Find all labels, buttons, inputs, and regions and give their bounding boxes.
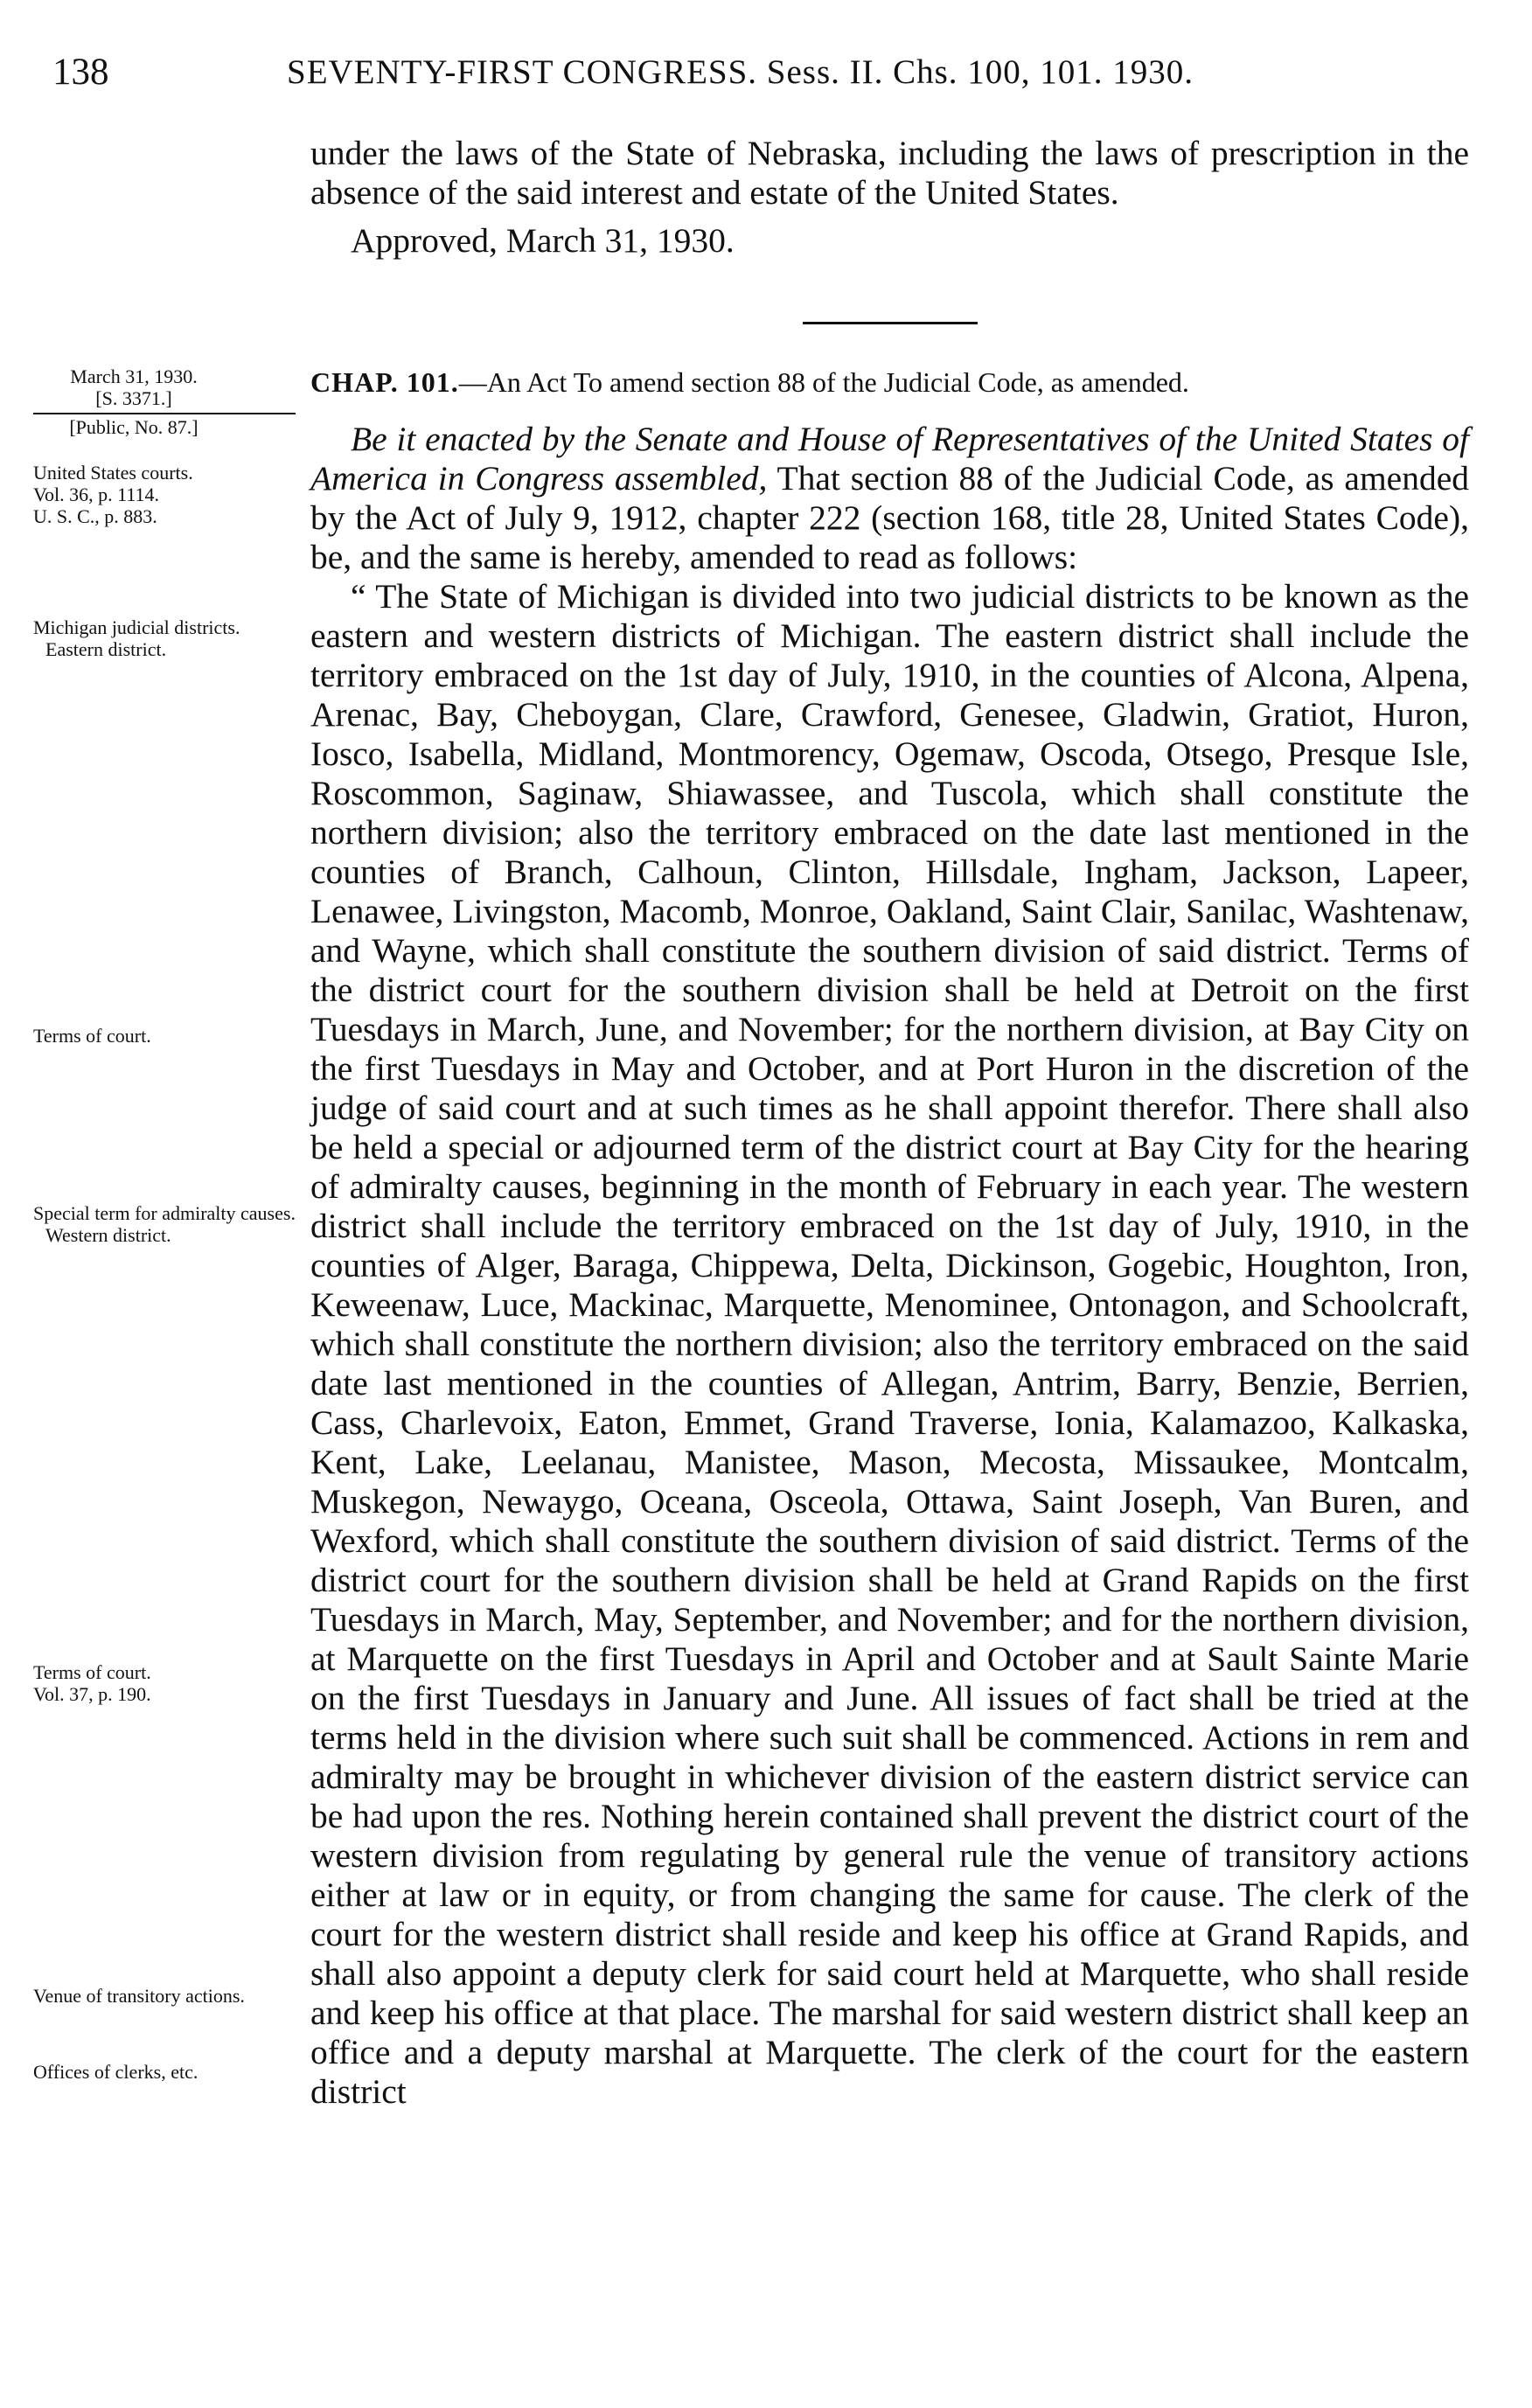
enacting-italic: Be it enacted by the Senate and House of Representatives of the United States of America in Congress assembled,: [310, 420, 1469, 498]
page-number: 138: [52, 52, 109, 93]
page-header: [52, 51, 1469, 103]
main-text: [310, 134, 1469, 2112]
margin-note-date-block: [33, 365, 300, 438]
margin-note-public: [Public, No. 87.]: [69, 416, 198, 438]
margin-note-date: March 31, 1930.: [70, 365, 198, 387]
margin-note-us-courts-block: [33, 462, 300, 527]
section-divider: [803, 322, 978, 324]
margin-note-terms2: Terms of court.: [33, 1661, 151, 1683]
margin-note-vol37: Vol. 37, p. 190.: [33, 1683, 151, 1705]
continuation-paragraph: under the laws of the State of Nebraska, including the laws of prescription in the absence of the said interest and estate of the United States.: [310, 134, 1469, 212]
enacting-clause: [310, 420, 1469, 577]
margin-note-michigan-block: [33, 616, 296, 660]
chapter-heading: [310, 363, 1469, 402]
margin-note-bill: [S. 3371.]: [95, 387, 172, 409]
margin-note-offices: Offices of clerks, etc.: [33, 2061, 198, 2083]
margin-note-michigan: Michigan judicial districts.: [33, 616, 240, 638]
approval-line: Approved, March 31, 1930.: [351, 221, 735, 260]
chapter-title: —An Act To amend section 88 of the Judicial Code, as amended.: [458, 366, 1189, 398]
chapter-label: CHAP. 101.: [310, 366, 459, 398]
running-head: SEVENTY-FIRST CONGRESS. Sess. II. Chs. 100, 101. 1930.: [287, 53, 1194, 91]
margin-note-terms2-block: [33, 1661, 300, 1705]
margin-note-special: Special term for admiralty causes.: [33, 1202, 296, 1224]
margin-note-terms1: Terms of court.: [33, 1025, 151, 1047]
section-text: “ The State of Michigan is divided into two judicial districts to be known as the eastern and western districts of Michigan. The eastern district shall include the territory embraced on the 1st day of July, 1910, in the counties of Alcona, Alpena, Arenac, Bay, Cheboygan, Clare, Crawford, Genesee, Gladwin, Gratiot, Huron, Iosco, Isabella, Midland, Montmorency, Ogemaw, Oscoda, Otsego, Presque Isle, Roscommon, Saginaw, Shiawassee, and Tuscola, which shall constitute the northern division; also the territory embraced on the date last mentioned in the counties of Branch, Calhoun, Clinton, Hillsdale, Ingham, Jackson, Lapeer, Lenawee, Livingston, Macomb, Monroe, Oakland, Saint Clair, Sanilac, Washtenaw, and Wayne, which shall constitute the southern division of said district. Terms of the district court for the southern division shall be held at Detroit on the first Tuesdays in March, June, and November; for the northern division, at Bay City on the first Tuesdays in May and October, and at Port Huron in the discretion of the judge of said court and at such times as he shall appoint therefor. There shall also be held a special or adjourned term of the district court at Bay City for the hearing of admiralty causes, beginning in the month of February in each year. The western district shall include the territory embraced on the 1st day of July, 1910, in the counties of Alger, Baraga, Chippewa, Delta, Dickinson, Gogebic, Houghton, Iron, Keweenaw, Luce, Mackinac, Marquette, Menominee, Ontonagon, and Schoolcraft, which shall constitute the northern division; also the territory embraced on the said date last mentioned in the counties of Allegan, Antrim, Barry, Benzie, Berrien, Cass, Charlevoix, Eaton, Emmet, Grand Traverse, Ionia, Kalamazoo, Kalkaska, Kent, Lake, Leelanau, Manistee, Mason, Mecosta, Missaukee, Montcalm, Muskegon, Newaygo, Oceana, Osceola, Ottawa, Saint Joseph, Van Buren, and Wexford, which shall constitute the southern division of said district. Terms of the district court for the southern division shall be held at Grand Rapids on the first Tuesdays in March, May, September, and November; and for the northern division, at Marquette on the first Tuesdays in April and October and at Sault Sainte Marie on the first Tuesdays in January and June. All issues of fact shall be tried at the terms held in the division where such suit shall be commenced. Actions in rem and admiralty may be brought in whichever division of the eastern district service can be had upon the res. Nothing herein contained shall prevent the district court of the western division from regulating by general rule the venue of transitory actions either at law or in equity, or from changing the same for cause. The clerk of the court for the western district shall reside and keep his office at Grand Rapids, and shall also appoint a deputy clerk for said court held at Marquette, who shall reside and keep his office at that place. The marshal for said western district shall keep an office and a deputy marshal at Marquette. The clerk of the court for the eastern district: [310, 577, 1469, 2111]
margin-note-us-courts: United States courts.: [33, 462, 193, 484]
margin-divider: [33, 413, 296, 414]
margin-note-venue: Venue of transitory actions.: [33, 1985, 245, 2007]
margin-note-usc: U. S. C., p. 883.: [33, 505, 157, 527]
enacting-rest: That section 88 of the Judicial Code, as amended by the Act of July 9, 1912, chapter 222 (section 168, title 28, United States Code), be, and the same is hereby, amended to read as follows:: [310, 459, 1469, 576]
margin-note-eastern: Eastern district.: [45, 638, 167, 660]
margin-note-vol36: Vol. 36, p. 1114.: [33, 484, 160, 505]
margin-note-western: Western district.: [45, 1224, 171, 1246]
margin-note-special-block: [33, 1202, 296, 1246]
